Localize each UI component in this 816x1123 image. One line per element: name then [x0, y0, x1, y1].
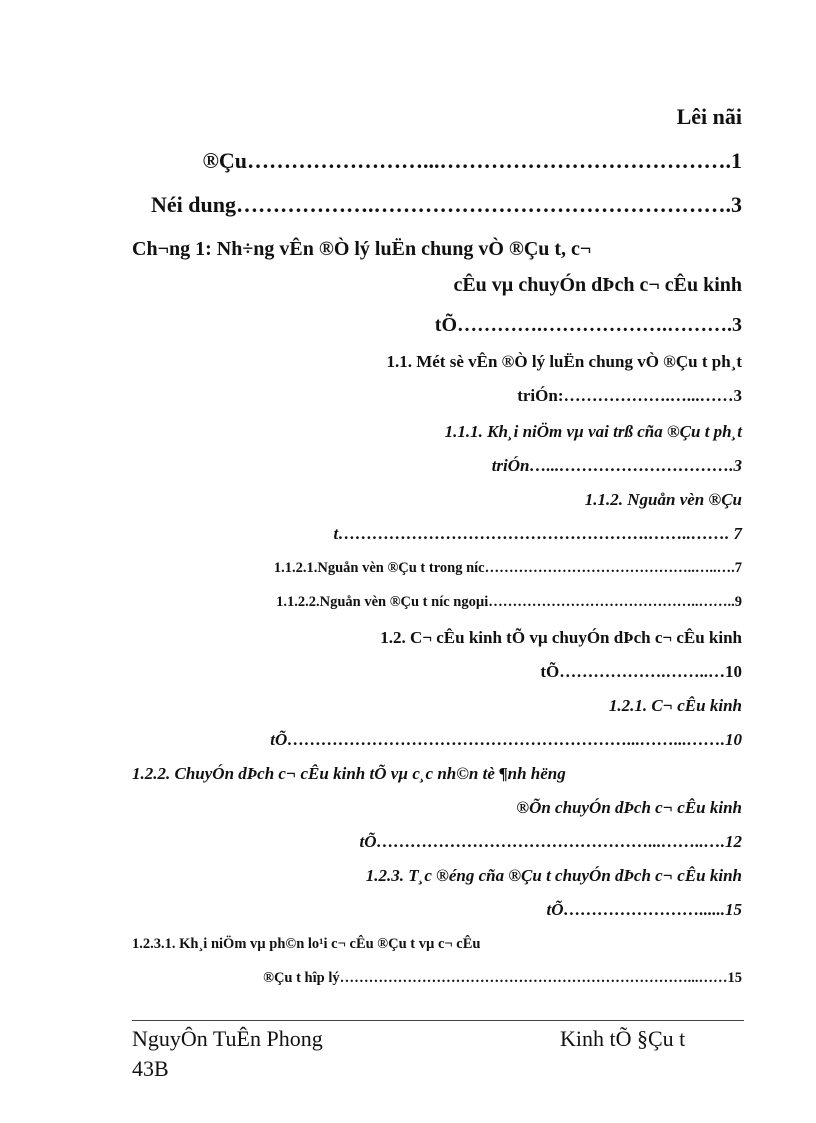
toc-line-1-2-1-page: tÕ……………………………………………………...……...…….10: [270, 730, 742, 749]
toc-line-1-1-1: 1.1.1. Kh¸i niÖm vµ vai trß cña ®Çu t ph¸t: [444, 422, 742, 441]
toc-line-content: Néi dung……………….………………………………………….3: [151, 192, 742, 217]
footer-class: 43B: [132, 1056, 169, 1081]
toc-line-1-2-3-page: tÕ……………………......15: [546, 900, 742, 919]
toc-line-1-2-1: 1.2.1. C¬ cÊu kinh: [608, 696, 742, 715]
toc-line-1-1-page: triÓn:……………….…...……3: [517, 386, 742, 405]
toc-line-1-1-2-page: t……………………………………………….……..……. 7: [333, 524, 742, 543]
toc-line-chapter1: Ch¬ng 1: Nh÷ng vÊn ®Ò lý luËn chung vÒ ®Çu t, c¬: [132, 238, 592, 260]
toc-line-1-1-2: 1.1.2. Nguån vèn ®Çu: [584, 490, 742, 509]
toc-line-1-1-2-1: 1.1.2.1.Nguån vèn ®Çu t trong níc……………………………………..…..….7: [273, 560, 742, 576]
footer-author: NguyÔn TuÊn Phong: [132, 1026, 323, 1051]
toc-line-1-2-3-1-page: ®Çu t hîp lý………………………………………………………………...……15: [263, 970, 742, 986]
toc-line-chapter1-cont: cÊu vµ chuyÓn dÞch c¬ cÊu kinh: [453, 274, 742, 296]
toc-line-1-1: 1.1. Mét sè vÊn ®Ò lý luËn chung vÒ ®Çu t ph¸t: [386, 352, 742, 371]
toc-line-1-2-3-1: 1.2.3.1. Kh¸i niÖm vµ ph©n lo¹i c¬ cÊu ®Çu t vµ c¬ cÊu: [132, 936, 481, 952]
toc-line-1-2-3: 1.2.3. T¸c ®éng cña ®Çu t chuyÓn dÞch c¬ cÊu kinh: [365, 866, 742, 885]
toc-line-1-1-2-2: 1.1.2.2.Nguån vèn ®Çu t níc ngoµi……………………………………..……..9: [276, 594, 742, 610]
toc-line-1-2: 1.2. C¬ cÊu kinh tÕ vµ chuyÓn dÞch c¬ cÊu kinh: [380, 628, 742, 647]
footer-major: Kinh tÕ §Çu t: [560, 1026, 686, 1051]
footer-divider: [132, 1020, 744, 1021]
toc-line-1-2-2-cont: ®Õn chuyÓn dÞch c¬ cÊu kinh: [516, 798, 742, 817]
toc-line-chapter1-page: tÕ………….……………….……….3: [434, 314, 742, 336]
toc-line-1-2-page: tÕ……………….……..…10: [540, 662, 742, 681]
toc-line-preface-cont: ®Çu……………………...………………………………….1: [202, 148, 742, 173]
toc-line-1-2-2-page: tÕ…………………………………………...……..….12: [359, 832, 742, 851]
toc-line-1-2-2: 1.2.2. ChuyÓn dÞch c¬ cÊu kinh tÕ vµ c¸c nh©n tè ¶nh hëng: [132, 764, 566, 783]
toc-line-preface: Lêi nãi: [676, 104, 742, 129]
toc-line-1-1-1-page: triÓn…...………………………….3: [491, 456, 742, 475]
